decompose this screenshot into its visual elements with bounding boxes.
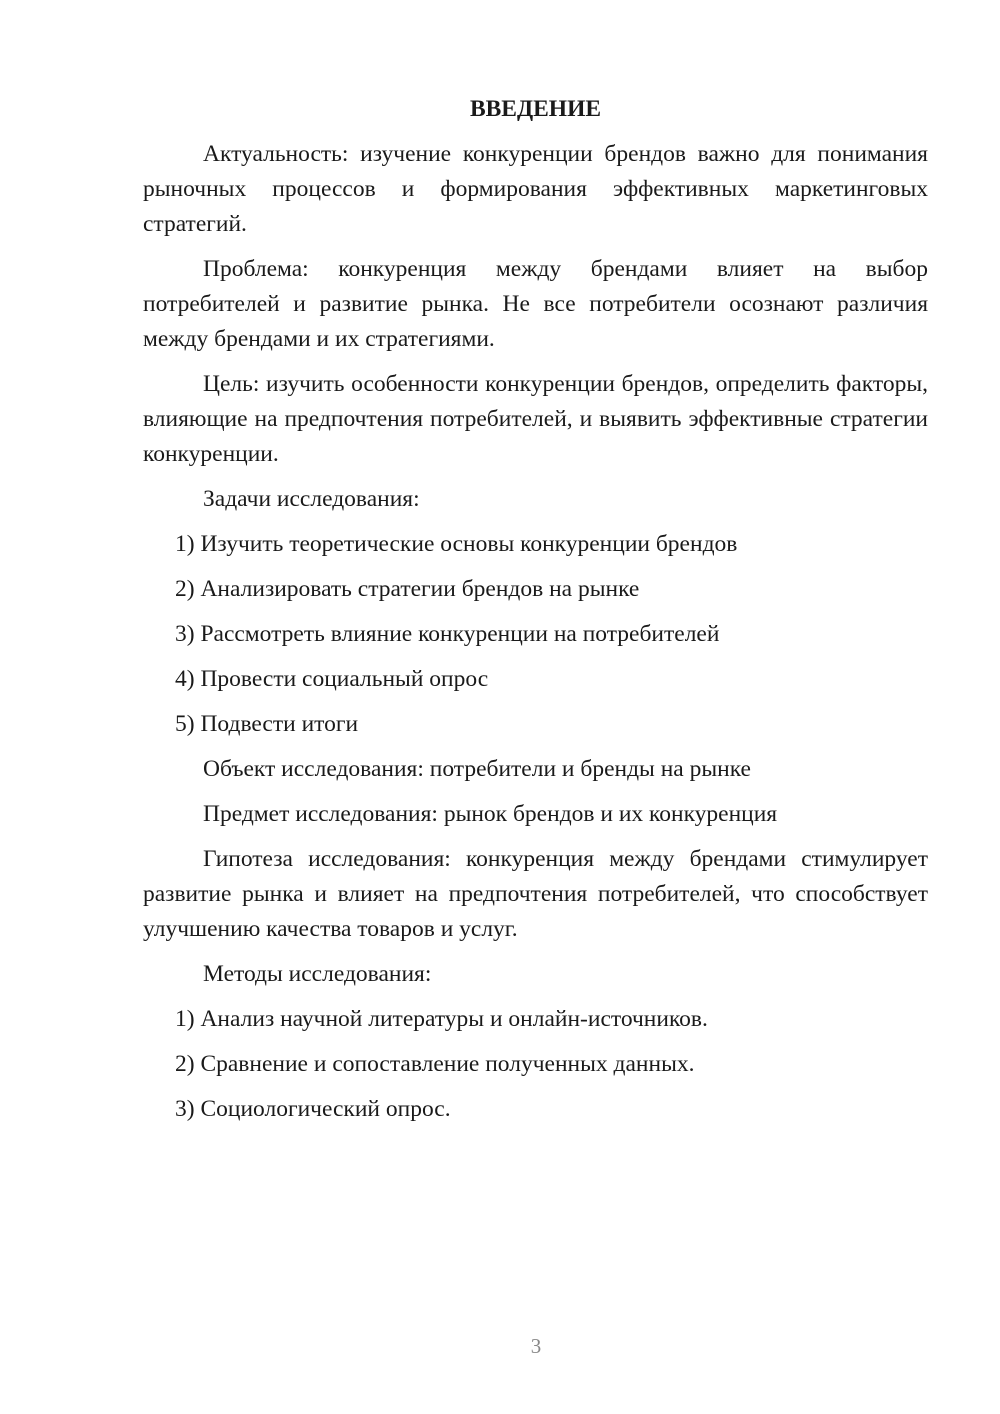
tasks-label: Задачи исследования: bbox=[203, 486, 420, 512]
task-item: 2) Анализировать стратегии брендов на рынке bbox=[175, 576, 640, 602]
methods-label: Методы исследования: bbox=[203, 961, 432, 987]
hypothesis-paragraph: Гипотеза исследования: конкуренция между брендами стимулирует развитие рынка и влияет на предпочтения потребителей, что способствует улучшению качества товаров и услуг. bbox=[143, 846, 928, 942]
object-line: Объект исследования: потребители и бренды на рынке bbox=[203, 756, 751, 782]
task-item: 1) Изучить теоретические основы конкуренции брендов bbox=[175, 531, 738, 557]
method-item: 1) Анализ научной литературы и онлайн-источников. bbox=[175, 1006, 708, 1032]
subject-line: Предмет исследования: рынок брендов и их конкуренция bbox=[203, 801, 778, 827]
problem-paragraph: Проблема: конкуренция между брендами влияет на выбор потребителей и развитие рынка. Не все потребители осознают различия между брендами и их стратегиями. bbox=[143, 256, 928, 352]
task-item: 3) Рассмотреть влияние конкуренции на потребителей bbox=[175, 621, 720, 647]
goal-paragraph: Цель: изучить особенности конкуренции брендов, определить факторы, влияющие на предпочтения потребителей, и выявить эффективные стратегии конкуренции. bbox=[143, 371, 928, 467]
section-heading: ВВЕДЕНИЕ bbox=[469, 96, 602, 122]
method-item: 2) Сравнение и сопоставление полученных данных. bbox=[175, 1051, 695, 1077]
task-item: 5) Подвести итоги bbox=[175, 711, 359, 737]
page-number: 3 bbox=[530, 1334, 542, 1358]
page-content bbox=[143, 92, 928, 1137]
task-item: 4) Провести социальный опрос bbox=[175, 666, 489, 692]
relevance-paragraph: Актуальность: изучение конкуренции брендов важно для понимания рыночных процессов и формирования эффективных маркетинговых стратегий. bbox=[143, 141, 928, 237]
method-item: 3) Социологический опрос. bbox=[175, 1096, 451, 1122]
